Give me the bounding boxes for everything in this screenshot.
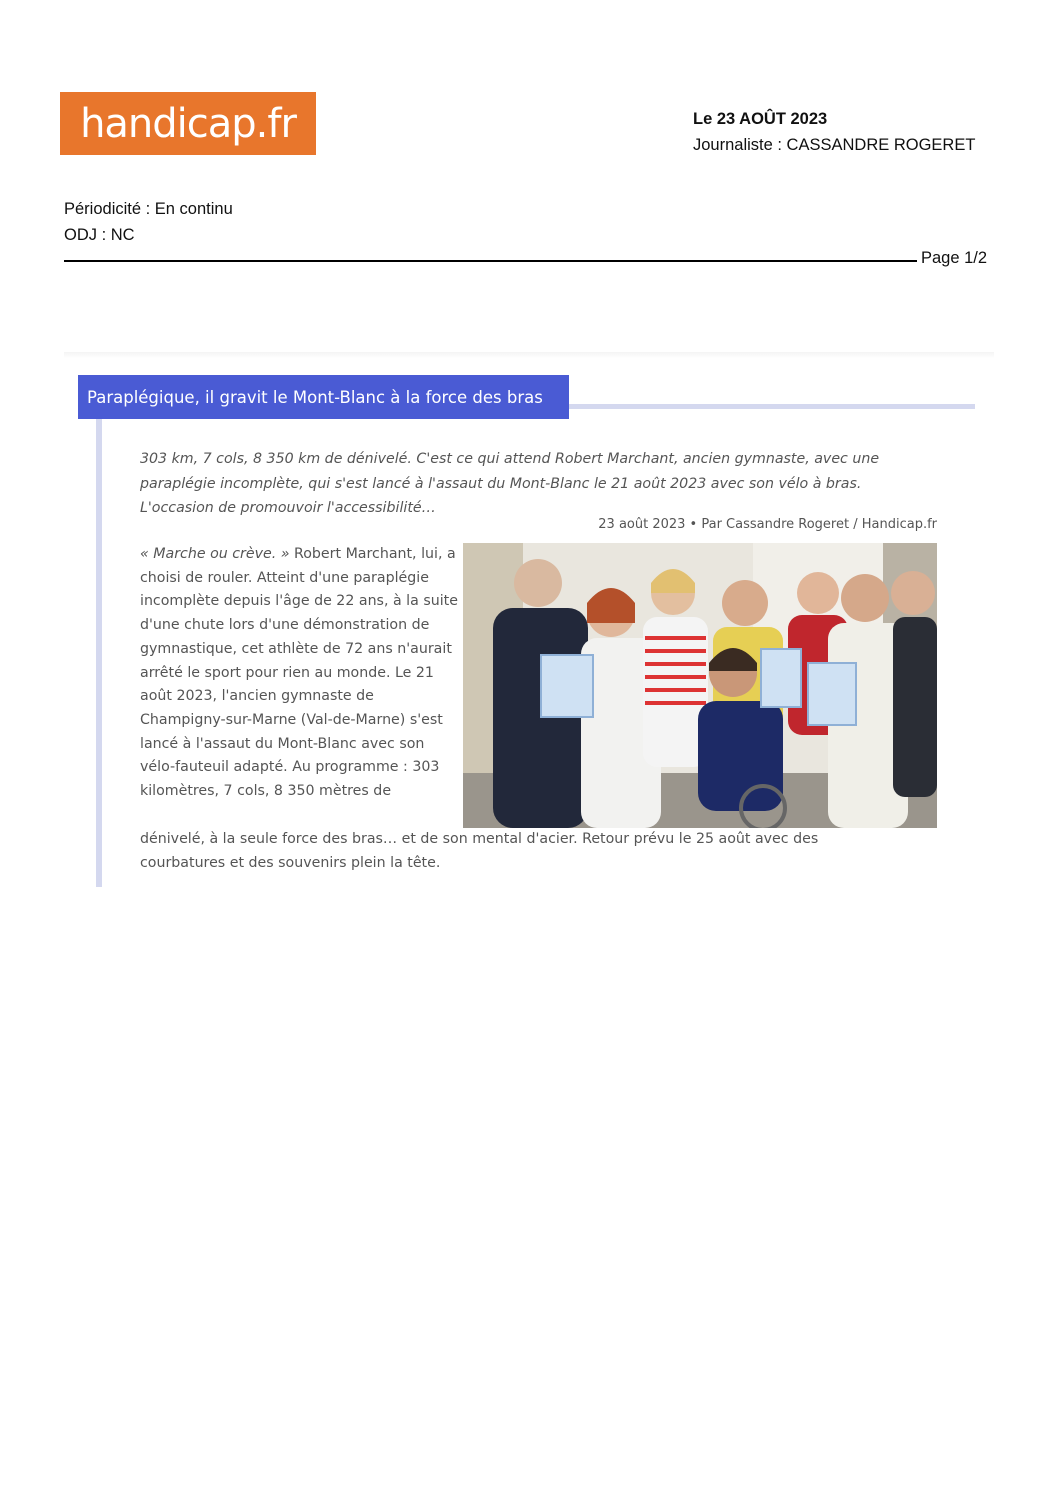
odj: ODJ : NC bbox=[64, 226, 135, 244]
article-intro: 303 km, 7 cols, 8 350 km de dénivelé. C'est ce qui attend Robert Marchant, ancien gymnaste, avec une paraplégie incomplète, qui s'est lancé à l'assaut du Mont-Blanc le 21 août 2023 avec son vélo à bras. L'occasion de promouvoir l'accessibilité… bbox=[140, 451, 880, 516]
clipping-top-edge bbox=[64, 352, 994, 358]
publication-info bbox=[693, 106, 975, 158]
page-number: Page 1/2 bbox=[921, 249, 988, 267]
article-body-text: Robert Marchant, lui, a choisi de rouler. Atteint d'une paraplégie incomplète depuis l'âge de 22 ans, à la suite d'une chute lors d'une démonstration de gymnastique, cet athlète de 72 ans n'aurait arrêté le sport pour rien au monde. Le 21 août 2023, l'ancien gymnaste de Champigny-sur-Marne (Val-de-Marne) s'est lancé à l'assaut du Mont-Blanc avec son vélo-fauteuil adapté. Au programme : 303 kilomètres, 7 cols, 8 350 mètres de bbox=[140, 546, 458, 800]
periodicity: Périodicité : En continu bbox=[64, 200, 233, 218]
group-photo bbox=[463, 543, 937, 828]
article-body bbox=[140, 543, 462, 804]
article-title: Paraplégique, il gravit le Mont-Blanc à la force des bras bbox=[78, 375, 569, 419]
publication-date: Le 23 AOÛT 2023 bbox=[693, 110, 828, 128]
article-quote: « Marche ou crève. » bbox=[140, 546, 290, 562]
article-body-continued: dénivelé, à la seule force des bras… et de son mental d'acier. Retour prévu le 25 août avec des courbatures et des souvenirs plein la tête. bbox=[140, 831, 819, 871]
article-byline: 23 août 2023 • Par Cassandre Rogeret / Handicap.fr bbox=[598, 517, 937, 532]
journalist: Journaliste : CASSANDRE ROGERET bbox=[693, 136, 976, 154]
header-divider bbox=[64, 260, 917, 262]
article-left-border bbox=[96, 419, 102, 887]
periodicity-info bbox=[64, 196, 233, 248]
handicap-logo: handicap.fr bbox=[60, 92, 316, 155]
title-underline bbox=[569, 404, 975, 409]
